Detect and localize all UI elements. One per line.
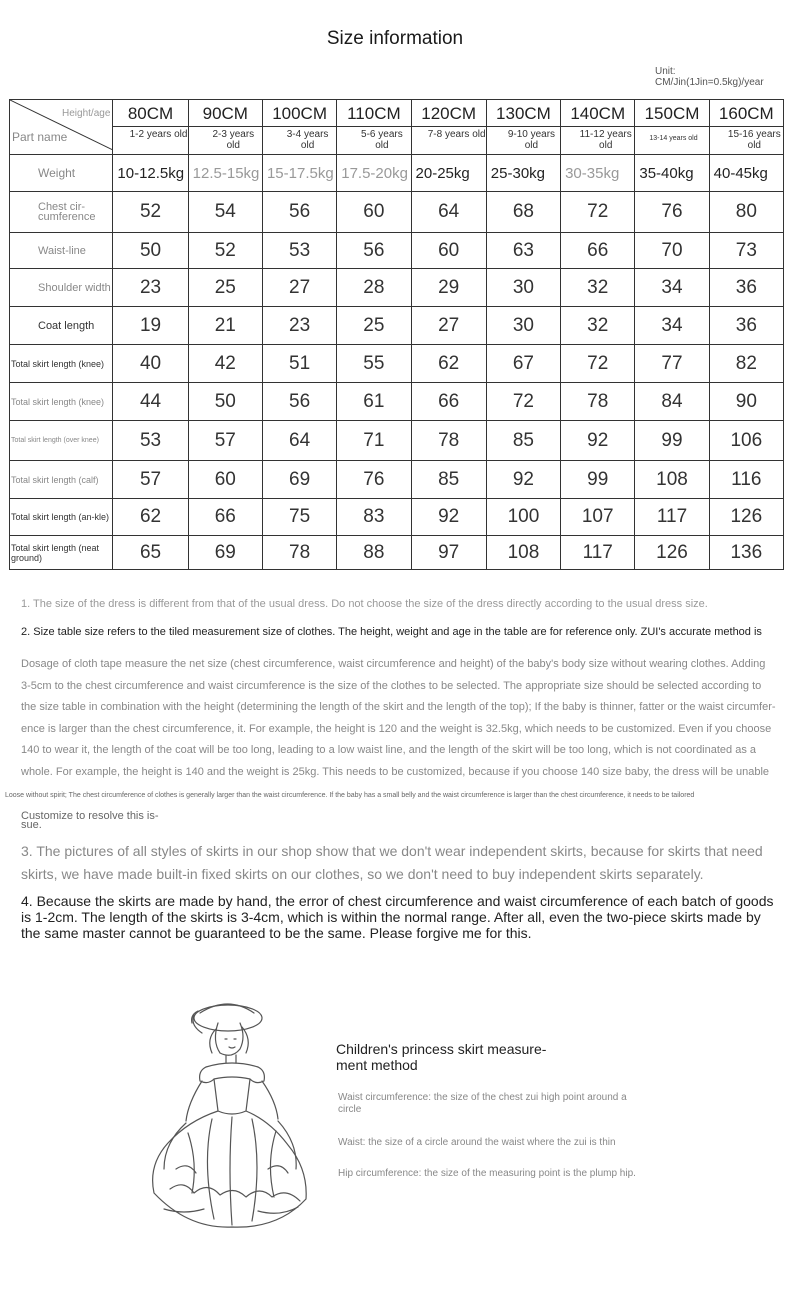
table-cell: 90 [709,383,783,421]
table-cell: 64 [411,192,486,233]
table-cell: 82 [709,345,783,383]
table-cell: 76 [635,192,709,233]
row-label: Waist-line [10,233,113,269]
table-cell: 126 [709,499,783,536]
table-cell: 92 [486,461,560,499]
row-label: Total skirt length (knee) [10,345,113,383]
note-2-small-print: Loose without spirit; The chest circumference of clothes is generally larger than the waist circumference. If the baby has a small belly and the waist circumference is larger than the chest circumference, it needs to be tailored [5,792,695,799]
table-cell: 62 [113,499,188,536]
column-age: 13-14 years old [649,135,698,142]
table-cell: 25-30kg [486,155,560,192]
table-cell: 108 [635,461,709,499]
note-2-body: Dosage of cloth tape measure the net size (chest circumference, waist circumference and height) of the baby's body size without wearing clothes. Adding 3-5cm to the chest circumference and waist circumference is the size of the clothes to be selected. The appropriate size should be selected according to the size table in combination with the height (determining the length of the skirt and the length of the top); If the baby is thinner, fatter or the waist circumfer-ence is larger than the chest circumference, it. For example, the height is 120 and the weight is 32.5kg, which needs to be customized. Even if you choose 140 to wear it, the length of the coat will be too long, leading to a low waist line, and the length of the skirt will be too long, which is not coordinated as a whole. For example, the height is 140 and the weight is 25kg. This needs to be customized, because if you choose 140 size baby, the dress will be unable [21,658,776,778]
table-cell: 92 [561,421,635,461]
note-4: 4. Because the skirts are made by hand, the error of chest circumference and waist circumference of each batch of goods is 1-2cm. The length of the skirts is 3-4cm, which is within the normal range. After all, even the two-piece skirts made by the same master cannot be guaranteed to be the same. Please forgive me for this. [21,893,774,941]
table-cell: 72 [486,383,560,421]
header-row [10,100,784,155]
column-size: 160CM [710,100,783,127]
row-label: Shoulder width [10,269,113,307]
table-cell: 106 [709,421,783,461]
table-row [10,345,784,383]
table-corner-cell [10,100,113,155]
column-header [635,100,709,155]
table-cell: 76 [337,461,411,499]
table-cell: 34 [635,307,709,345]
column-size: 120CM [412,100,486,127]
page-title: Size information [326,28,464,49]
table-cell: 66 [411,383,486,421]
table-cell: 25 [337,307,411,345]
note-3: 3. The pictures of all styles of skirts in our shop show that we don't wear independent skirts, because for skirts that need skirts, we have made built-in fixed skirts on our clothes, so we don't need to buy independent skirts separately. [21,843,763,882]
table-cell: 117 [561,536,635,570]
measurement-item: Waist circumference: the size of the chest zui high point around a circle [338,1092,627,1115]
table-cell: 116 [709,461,783,499]
table-cell: 50 [113,233,188,269]
table-cell: 52 [113,192,188,233]
table-row [10,269,784,307]
table-cell: 71 [337,421,411,461]
table-cell: 10-12.5kg [113,155,188,192]
table-cell: 66 [561,233,635,269]
column-size: 100CM [263,100,336,127]
table-cell: 136 [709,536,783,570]
corner-label-part-name: Part name [12,130,68,144]
column-age: 2-3 years old [212,129,255,151]
column-age: 9-10 years old [507,129,556,151]
column-header [411,100,486,155]
row-label: Total skirt length (over knee) [10,421,113,461]
measurement-item: Hip circumference: the size of the measuring point is the plump hip. [338,1168,636,1179]
table-cell: 36 [709,307,783,345]
table-row [10,421,784,461]
table-cell: 85 [411,461,486,499]
table-cell: 28 [337,269,411,307]
table-cell: 66 [188,499,262,536]
column-header [337,100,411,155]
column-size: 80CM [113,100,187,127]
column-age: 15-16 years old [727,129,781,151]
row-label: Total skirt length (knee) [10,383,113,421]
column-size: 150CM [635,100,708,127]
table-cell: 30 [486,307,560,345]
column-header [113,100,188,155]
table-cell: 54 [188,192,262,233]
column-age: 1-2 years old [129,129,188,140]
table-cell: 57 [113,461,188,499]
table-cell: 84 [635,383,709,421]
table-cell: 72 [561,345,635,383]
column-age: 11-12 years old [579,129,632,151]
table-cell: 68 [486,192,560,233]
table-cell: 60 [337,192,411,233]
table-row [10,499,784,536]
table-cell: 108 [486,536,560,570]
table-cell: 65 [113,536,188,570]
table-cell: 69 [262,461,336,499]
size-table [9,99,784,570]
table-cell: 57 [188,421,262,461]
column-size: 140CM [561,100,634,127]
table-cell: 78 [561,383,635,421]
unit-note: Unit: CM/Jin(1Jin=0.5kg)/year [655,66,764,88]
table-cell: 53 [262,233,336,269]
table-cell: 35-40kg [635,155,709,192]
table-cell: 15-17.5kg [262,155,336,192]
column-age: 7-8 years old [427,129,486,140]
table-cell: 27 [411,307,486,345]
table-cell: 73 [709,233,783,269]
table-row [10,307,784,345]
column-age: 5-6 years old [361,129,403,151]
row-label: Total skirt length (calf) [10,461,113,499]
table-cell: 55 [337,345,411,383]
table-cell: 23 [262,307,336,345]
row-label: Coat length [10,307,113,345]
column-age: 3-4 years old [286,129,329,151]
column-size: 110CM [337,100,410,127]
table-cell: 60 [411,233,486,269]
table-cell: 61 [337,383,411,421]
corner-label-height-age: Height/age [62,108,111,119]
table-row [10,461,784,499]
table-cell: 50 [188,383,262,421]
table-cell: 30 [486,269,560,307]
table-cell: 52 [188,233,262,269]
column-header [262,100,336,155]
table-cell: 67 [486,345,560,383]
table-cell: 78 [262,536,336,570]
table-cell: 25 [188,269,262,307]
table-cell: 88 [337,536,411,570]
table-cell: 100 [486,499,560,536]
table-cell: 126 [635,536,709,570]
table-cell: 62 [411,345,486,383]
table-cell: 97 [411,536,486,570]
row-label: Total skirt length (neat ground) [10,536,113,570]
table-cell: 44 [113,383,188,421]
table-cell: 19 [113,307,188,345]
measurement-title: Children's princess skirt measure-ment method [336,1041,547,1073]
table-cell: 51 [262,345,336,383]
table-cell: 21 [188,307,262,345]
measurement-item: Waist: the size of a circle around the waist where the zui is thin [338,1137,616,1148]
column-size: 90CM [189,100,262,127]
column-size: 130CM [487,100,560,127]
column-header [561,100,635,155]
table-cell: 77 [635,345,709,383]
table-cell: 17.5-20kg [337,155,411,192]
table-cell: 40 [113,345,188,383]
table-row-weight [10,155,784,192]
table-cell: 117 [635,499,709,536]
table-cell: 107 [561,499,635,536]
table-cell: 34 [635,269,709,307]
table-cell: 12.5-15kg [188,155,262,192]
table-cell: 99 [561,461,635,499]
table-cell: 80 [709,192,783,233]
table-cell: 83 [337,499,411,536]
table-cell: 53 [113,421,188,461]
table-row [10,233,784,269]
row-label: Total skirt length (an-kle) [10,499,113,536]
table-cell: 23 [113,269,188,307]
table-cell: 30-35kg [561,155,635,192]
table-cell: 63 [486,233,560,269]
table-cell: 85 [486,421,560,461]
table-cell: 78 [411,421,486,461]
column-header [709,100,783,155]
table-row [10,383,784,421]
column-header [188,100,262,155]
column-header [486,100,560,155]
table-cell: 64 [262,421,336,461]
note-2-end: Customize to resolve this is-sue. [21,810,159,831]
table-cell: 92 [411,499,486,536]
princess-dress-illustration [128,993,313,1238]
table-cell: 69 [188,536,262,570]
table-cell: 75 [262,499,336,536]
table-cell: 27 [262,269,336,307]
table-row [10,192,784,233]
table-cell: 60 [188,461,262,499]
table-cell: 42 [188,345,262,383]
table-cell: 40-45kg [709,155,783,192]
table-row [10,536,784,570]
table-cell: 32 [561,269,635,307]
table-cell: 99 [635,421,709,461]
table-cell: 56 [262,192,336,233]
table-cell: 29 [411,269,486,307]
table-cell: 36 [709,269,783,307]
table-cell: 20-25kg [411,155,486,192]
row-label: Weight [10,155,113,192]
note-1: 1. The size of the dress is different from that of the usual dress. Do not choose the size of the dress directly according to the usual dress size. [21,598,708,610]
row-label: Chest cir-cumference [10,192,113,233]
table-cell: 72 [561,192,635,233]
table-cell: 56 [262,383,336,421]
note-2: 2. Size table size refers to the tiled measurement size of clothes. The height, weight and age in the table are for reference only. ZUI's accurate method is [21,626,762,638]
table-cell: 70 [635,233,709,269]
table-cell: 32 [561,307,635,345]
table-cell: 56 [337,233,411,269]
